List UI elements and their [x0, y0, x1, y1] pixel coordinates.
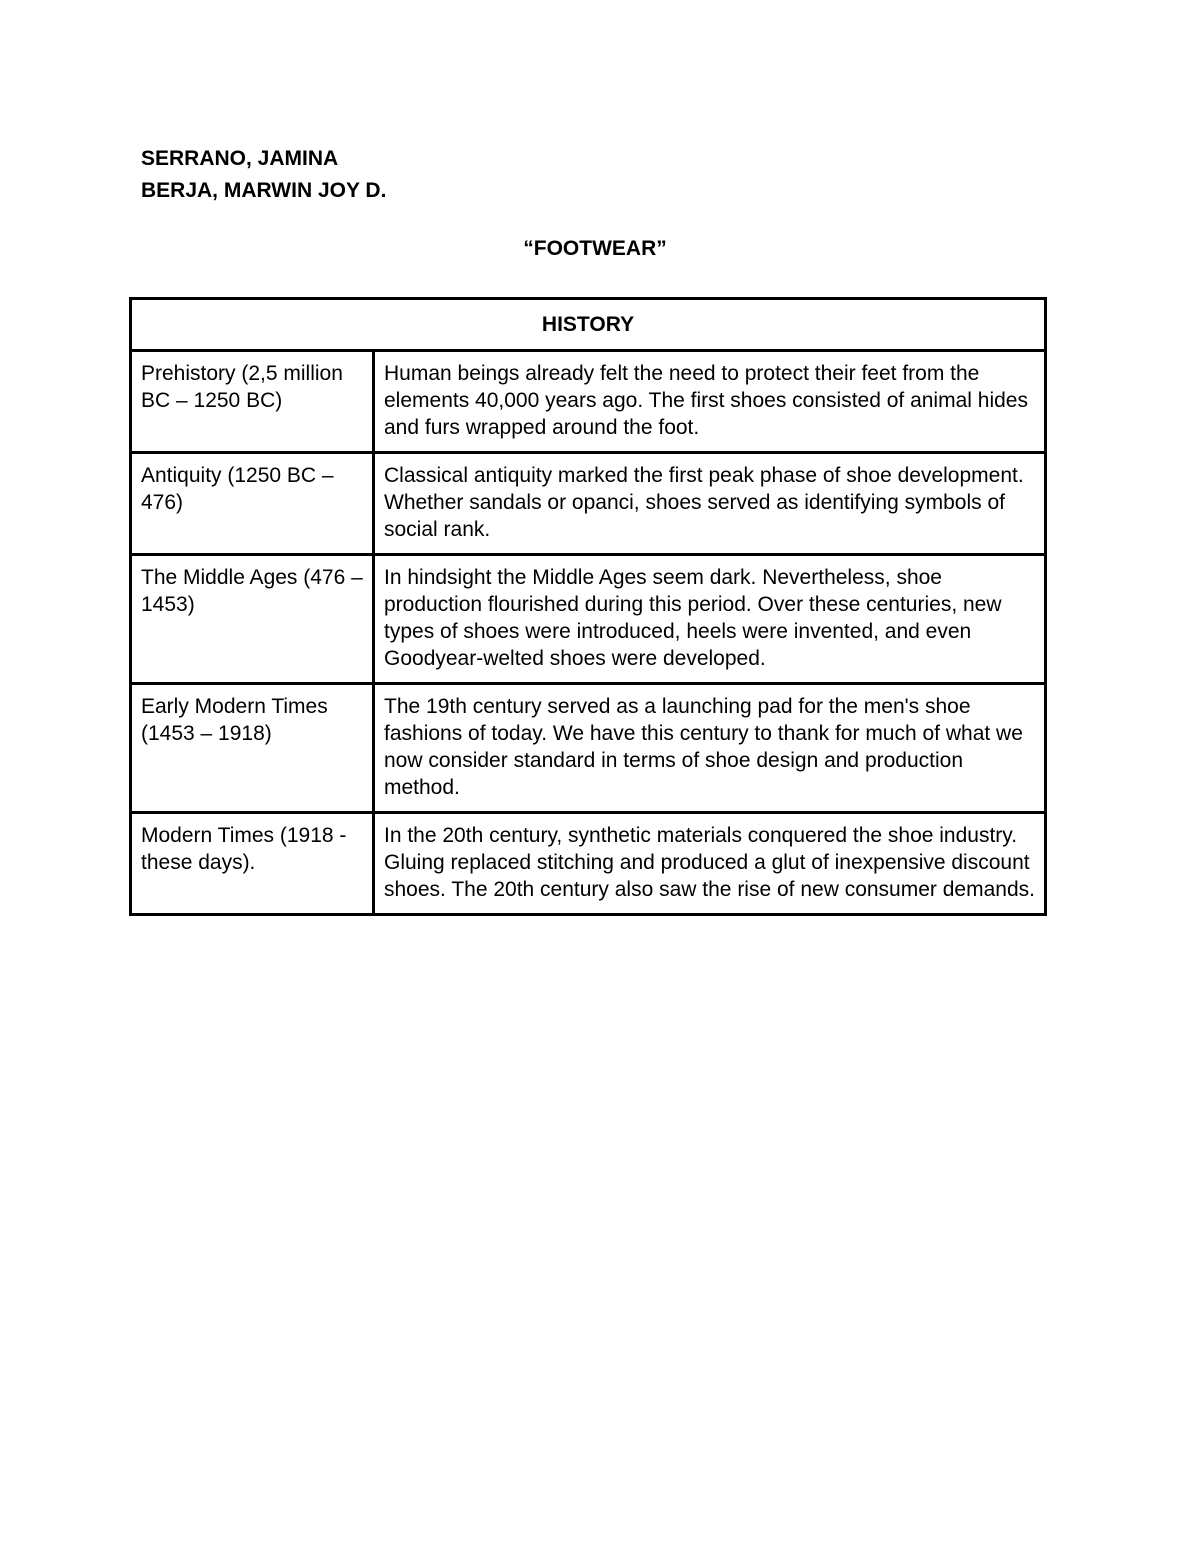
description-cell: Human beings already felt the need to protect their feet from the elements 40,000 years ago. The first shoes consisted of animal hides and furs wrapped around the foot.: [374, 351, 1046, 453]
table-row: [131, 555, 1046, 684]
table-row: [131, 453, 1046, 555]
period-cell: The Middle Ages (476 – 1453): [131, 555, 374, 684]
description-cell: Classical antiquity marked the first peak phase of shoe development. Whether sandals or opanci, shoes served as identifying symbols of social rank.: [374, 453, 1046, 555]
period-cell: Prehistory (2,5 million BC – 1250 BC): [131, 351, 374, 453]
table-row: [131, 351, 1046, 453]
description-cell: In hindsight the Middle Ages seem dark. Nevertheless, shoe production flourished during this period. Over these centuries, new types of shoes were introduced, heels were invented, and even Goodyear-welted shoes were developed.: [374, 555, 1046, 684]
table-row: [131, 813, 1046, 915]
author-block: [141, 143, 386, 207]
table-header: HISTORY: [131, 299, 1046, 351]
document-title: “FOOTWEAR”: [523, 237, 667, 260]
table-row: [131, 684, 1046, 813]
author-name: SERRANO, JAMINA: [141, 147, 339, 170]
description-cell: The 19th century served as a launching pad for the men's shoe fashions of today. We have this century to thank for much of what we now consider standard in terms of shoe design and production method.: [374, 684, 1046, 813]
period-cell: Antiquity (1250 BC – 476): [131, 453, 374, 555]
period-cell: Early Modern Times (1453 – 1918): [131, 684, 374, 813]
author-name: BERJA, MARWIN JOY D.: [141, 179, 387, 202]
table-header-row: [131, 299, 1046, 351]
period-cell: Modern Times (1918 - these days).: [131, 813, 374, 915]
history-table: [129, 297, 1047, 916]
description-cell: In the 20th century, synthetic materials conquered the shoe industry. Gluing replaced stitching and produced a glut of inexpensive discount shoes. The 20th century also saw the rise of new consumer demands.: [374, 813, 1046, 915]
